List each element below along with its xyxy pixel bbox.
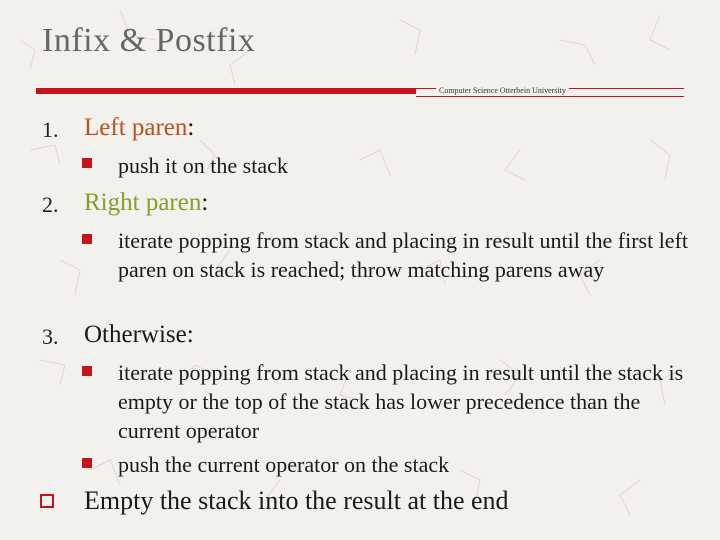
header-subtitle: Computer Science Otterbein University bbox=[436, 86, 569, 96]
item-3-number: 3. bbox=[42, 324, 59, 349]
banner-red-bar bbox=[36, 88, 416, 94]
item-1-colon: : bbox=[187, 114, 195, 141]
item-1-heading bbox=[84, 114, 194, 142]
bullet-2-1 bbox=[82, 234, 92, 244]
item-1-subitem-1: push it on the stack bbox=[118, 153, 288, 178]
item-2-subitem-1: iterate popping from stack and placing in result until the first left paren on stack is reached; throw matching parens away bbox=[118, 228, 689, 282]
item-2-heading bbox=[84, 189, 208, 217]
hollow-square-bullet-icon bbox=[40, 494, 54, 508]
bullet-1-1 bbox=[82, 158, 92, 168]
bullet-3-2 bbox=[82, 458, 92, 468]
item-1-number: 1. bbox=[42, 117, 59, 142]
bullet-3-1 bbox=[82, 366, 92, 376]
item-3-subitem-2: push the current operator on the stack bbox=[118, 452, 450, 477]
final-bullet-text: Empty the stack into the result at the end bbox=[84, 486, 509, 515]
header-banner bbox=[36, 86, 684, 98]
item-2-number: 2. bbox=[42, 192, 59, 217]
banner-line-bottom bbox=[416, 96, 684, 97]
page-title: Infix & Postfix bbox=[42, 22, 256, 59]
item-2-colon: : bbox=[201, 189, 209, 216]
item-3-subitem-1: iterate popping from stack and placing in result until the stack is empty or the top of the stack has lower precedence than the current operator bbox=[118, 360, 684, 443]
item-1-label: Left paren bbox=[84, 114, 188, 141]
item-2-label: Right paren bbox=[84, 189, 202, 216]
item-3-heading: Otherwise: bbox=[84, 321, 194, 348]
